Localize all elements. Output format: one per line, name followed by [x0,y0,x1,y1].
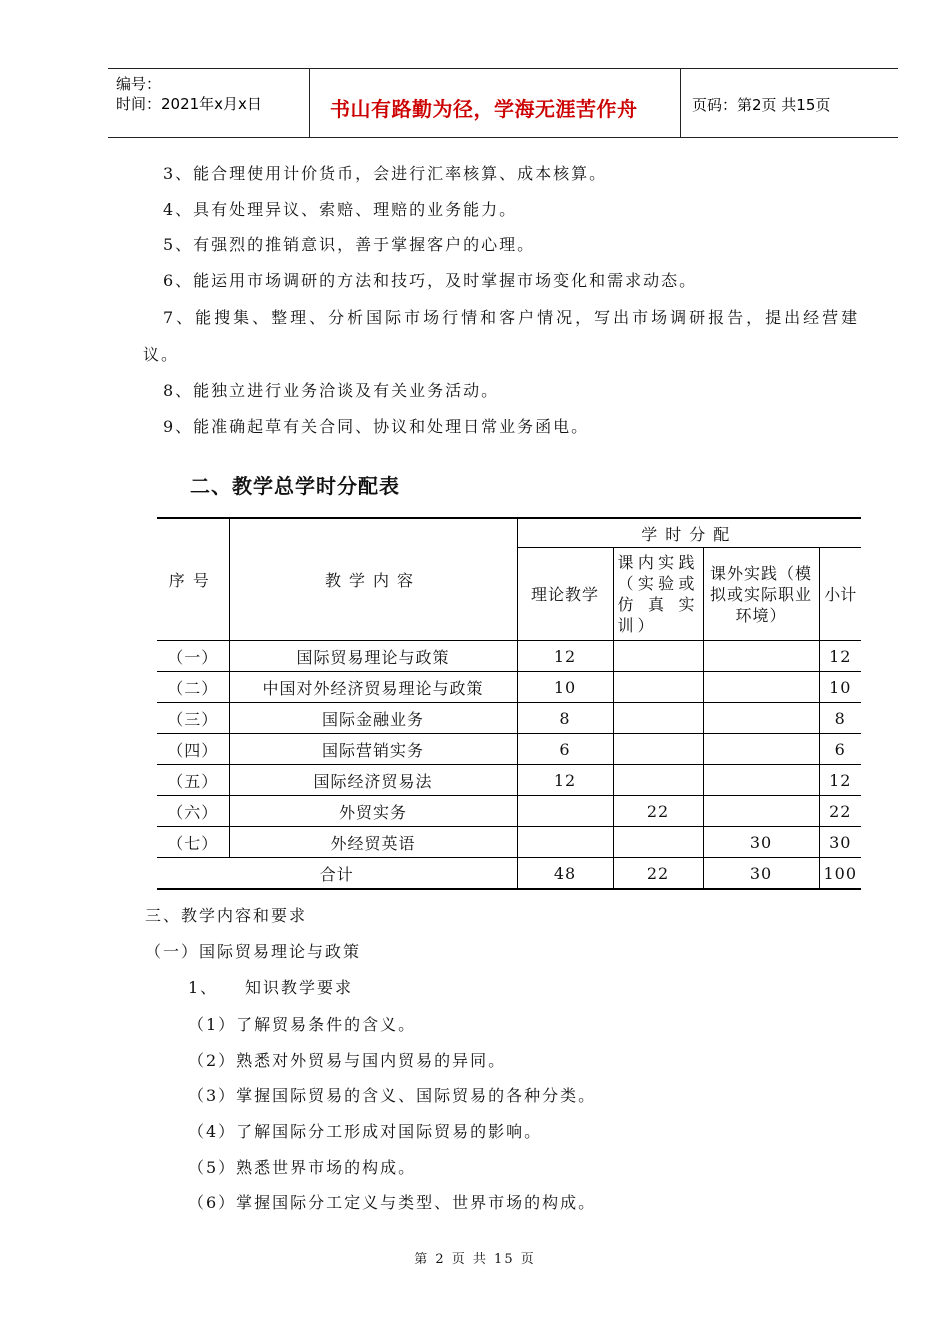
cell-out-class [703,796,819,827]
cell-subtotal: 12 [819,641,861,672]
cell-theory: 12 [517,641,613,672]
header-seq: 序号 [157,518,229,641]
requirement-item: （5）熟悉世界市场的构成。 [188,1158,417,1177]
cell-theory [517,827,613,858]
cell-seq: （五） [157,765,229,796]
cell-subtotal: 10 [819,672,861,703]
cell-out-class [703,672,819,703]
doc-number: 编号： [116,75,162,93]
header-content: 教学内容 [229,518,517,641]
page-header [108,68,898,138]
cell-total-subtotal: 100 [819,858,861,890]
cell-seq: （二） [157,672,229,703]
cell-content: 国际金融业务 [229,703,517,734]
cell-seq: （三） [157,703,229,734]
ability-item: 3、能合理使用计价货币，会进行汇率核算、成本核算。 [163,164,608,183]
cell-subtotal: 12 [819,765,861,796]
cell-content: 中国对外经济贸易理论与政策 [229,672,517,703]
ability-item: 6、能运用市场调研的方法和技巧，及时掌握市场变化和需求动态。 [163,271,698,290]
header-in-class: 课内实践（实验或仿真实训） [613,548,703,641]
cell-theory [517,796,613,827]
header-subtotal: 小计 [819,548,861,641]
cell-in-class [613,672,703,703]
ability-item-continued: 议。 [143,345,180,364]
table-header-row [157,518,861,548]
cell-theory: 6 [517,734,613,765]
requirement-item: （1）了解贸易条件的含义。 [188,1015,417,1034]
cell-content: 国际经济贸易法 [229,765,517,796]
cell-out-class [703,734,819,765]
cell-out-class: 30 [703,827,819,858]
requirement-item: （6）掌握国际分工定义与类型、世界市场的构成。 [188,1193,597,1212]
cell-out-class [703,765,819,796]
cell-in-class [613,765,703,796]
cell-out-class [703,703,819,734]
section3-title: 三、教学内容和要求 [145,906,308,925]
section-heading: 二、教学总学时分配表 [190,474,400,498]
table-row [157,765,861,796]
doc-date: 时间：2021年x月x日 [116,95,262,113]
cell-seq: （七） [157,827,229,858]
header-divider [309,69,310,137]
cell-theory: 8 [517,703,613,734]
cell-content: 外贸实务 [229,796,517,827]
header-divider [680,69,681,137]
ability-item: 5、有强烈的推销意识，善于掌握客户的心理。 [163,235,536,254]
header-motto: 书山有路勤为径，学海无涯苦作舟 [330,97,638,121]
cell-subtotal: 30 [819,827,861,858]
cell-content: 国际贸易理论与政策 [229,641,517,672]
table-row [157,796,861,827]
ability-item: 8、能独立进行业务洽谈及有关业务活动。 [163,381,500,400]
page-footer: 第 2 页 共 15 页 [414,1252,536,1267]
cell-subtotal: 8 [819,703,861,734]
item-title: 知识教学要求 [245,978,354,997]
cell-total-theory: 48 [517,858,613,890]
header-allocation: 学时分配 [517,518,861,548]
hours-allocation-table [157,517,861,890]
cell-in-class [613,734,703,765]
table-row [157,827,861,858]
cell-seq: （四） [157,734,229,765]
cell-total-label: 合计 [157,858,517,890]
cell-subtotal: 6 [819,734,861,765]
cell-content: 国际营销实务 [229,734,517,765]
header-out-class: 课外实践（模拟或实际职业环境） [703,548,819,641]
cell-in-class: 22 [613,796,703,827]
item-number: 1、 [188,978,219,997]
table-row [157,672,861,703]
ability-item: 7、能搜集、整理、分析国际市场行情和客户情况，写出市场调研报告，提出经营建 [163,308,861,327]
ability-item: 4、具有处理异议、索赔、理赔的业务能力。 [163,200,518,219]
ability-item: 9、能准确起草有关合同、协议和处理日常业务函电。 [163,417,590,436]
table-row [157,703,861,734]
cell-in-class [613,827,703,858]
cell-total-in-class: 22 [613,858,703,890]
cell-total-out-class: 30 [703,858,819,890]
cell-in-class [613,641,703,672]
cell-theory: 12 [517,765,613,796]
requirement-item: （2）熟悉对外贸易与国内贸易的异同。 [188,1051,507,1070]
cell-seq: （六） [157,796,229,827]
cell-seq: （一） [157,641,229,672]
cell-content: 外经贸英语 [229,827,517,858]
cell-out-class [703,641,819,672]
requirement-item: （3）掌握国际贸易的含义、国际贸易的各种分类。 [188,1086,597,1105]
requirement-item: （4）了解国际分工形成对国际贸易的影响。 [188,1122,543,1141]
table-row [157,734,861,765]
section3-subsection: （一）国际贸易理论与政策 [145,942,362,961]
cell-in-class [613,703,703,734]
table-total-row [157,858,861,890]
cell-subtotal: 22 [819,796,861,827]
header-page-info: 页码：第2页 共15页 [692,96,831,114]
cell-theory: 10 [517,672,613,703]
header-theory: 理论教学 [517,548,613,641]
table-row [157,641,861,672]
